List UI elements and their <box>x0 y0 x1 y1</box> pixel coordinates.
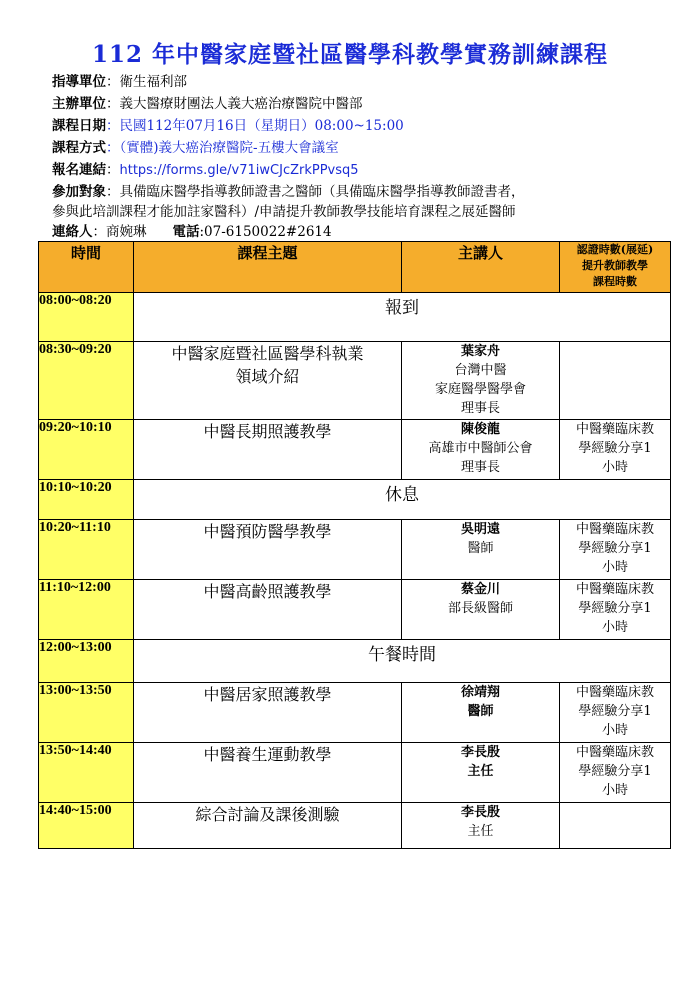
speaker-title: 家庭醫學醫學會 <box>434 382 526 397</box>
date-label: 課程日期 <box>52 118 106 134</box>
row-time: 13:50~14:40 <box>39 743 134 803</box>
row-speaker <box>402 683 560 743</box>
host-value: ：義大醫療財團法人義大癌治療醫院中醫部 <box>106 96 363 112</box>
info-guide <box>52 72 187 92</box>
topic-line: 中醫高齡照護教學 <box>203 582 332 601</box>
row-time: 10:10~10:20 <box>39 480 134 520</box>
row-time: 10:20~11:10 <box>39 520 134 580</box>
row-speaker <box>402 520 560 580</box>
speaker-title: 醫師 <box>467 541 494 556</box>
speaker-title: 理事長 <box>460 460 500 475</box>
row-speaker <box>402 580 560 640</box>
header-cert-line2: 提升教師教學 <box>582 259 648 272</box>
phone-label: 電話 <box>172 224 200 240</box>
reg-label: 報名連結 <box>52 162 106 178</box>
cert-line: 學經驗分享1 <box>578 601 652 616</box>
row-time: 13:00~13:50 <box>39 683 134 743</box>
info-mode <box>52 138 339 158</box>
topic-line: 中醫居家照護教學 <box>203 685 332 704</box>
guide-label: 指導單位 <box>52 74 106 90</box>
row-merged-event: 休息 <box>134 480 671 520</box>
table-row <box>39 803 671 849</box>
row-time: 09:20~10:10 <box>39 420 134 480</box>
row-time: 14:40~15:00 <box>39 803 134 849</box>
target-line2: 參與此培訓課程才能加註家醫科）/申請提升教師教學技能培育課程之展延醫師 <box>52 204 516 220</box>
row-cert <box>560 743 671 803</box>
row-time: 08:00~08:20 <box>39 293 134 342</box>
date-value: ：民國112年07月16日（星期日）08:00~15:00 <box>106 118 404 134</box>
speaker-name: 蔡金川 <box>460 582 500 597</box>
cert-line: 中醫藥臨床教 <box>575 522 654 537</box>
mode-label: 課程方式 <box>52 140 106 156</box>
topic-line: 綜合討論及課後測驗 <box>195 805 340 824</box>
topic-line: 中醫預防醫學教學 <box>203 522 332 541</box>
row-merged-event: 午餐時間 <box>134 640 671 683</box>
cert-line: 小時 <box>601 723 628 738</box>
mode-value: ：（實體)義大癌治療醫院-五樓大會議室 <box>106 140 339 156</box>
cert-line: 學經驗分享1 <box>578 441 652 456</box>
info-host <box>52 94 363 114</box>
cert-line: 中醫藥臨床教 <box>575 582 654 597</box>
row-topic <box>134 342 402 420</box>
table-row <box>39 342 671 420</box>
table-row <box>39 480 671 520</box>
header-cert-line1: 認證時數(展延) <box>576 243 654 256</box>
table-row <box>39 683 671 743</box>
table-row <box>39 743 671 803</box>
row-time: 11:10~12:00 <box>39 580 134 640</box>
row-topic <box>134 683 402 743</box>
row-topic <box>134 580 402 640</box>
cert-line: 小時 <box>601 620 628 635</box>
target-label: 參加對象 <box>52 184 106 200</box>
cert-line: 小時 <box>601 783 628 798</box>
header-topic: 課程主題 <box>134 242 402 293</box>
header-cert-line3: 課程時數 <box>593 275 637 288</box>
speaker-name: 吳明遠 <box>460 522 500 537</box>
speaker-title: 主任 <box>467 764 494 779</box>
contact-label: 連絡人 <box>52 224 93 240</box>
contact-value: ：商婉琳 <box>92 224 147 240</box>
info-registration <box>52 160 359 181</box>
guide-value: ：衛生福利部 <box>106 74 187 90</box>
speaker-name: 徐靖翔 <box>460 685 500 700</box>
topic-line: 中醫養生運動教學 <box>203 745 332 764</box>
speaker-title: 台灣中醫 <box>454 363 507 378</box>
header-cert <box>560 242 671 293</box>
speaker-name: 李長殷 <box>460 805 500 820</box>
table-header-row <box>39 242 671 293</box>
row-cert <box>560 803 671 849</box>
table-row <box>39 520 671 580</box>
host-label: 主辦單位 <box>52 96 106 112</box>
speaker-title: 高雄市中醫師公會 <box>428 441 533 456</box>
speaker-title: 主任 <box>467 824 494 839</box>
info-target <box>52 182 525 222</box>
target-line1: ：具備臨床醫學指導教師證書之醫師（具備臨床醫學指導教師證書者， <box>106 184 525 200</box>
topic-line: 中醫長期照護教學 <box>203 422 332 441</box>
speaker-title: 理事長 <box>460 401 500 416</box>
row-cert <box>560 580 671 640</box>
row-speaker <box>402 743 560 803</box>
phone-value: :07-6150022#2614 <box>199 224 332 240</box>
cert-line: 中醫藥臨床教 <box>575 685 654 700</box>
reg-colon: ： <box>106 162 120 178</box>
table-row <box>39 640 671 683</box>
row-speaker <box>402 342 560 420</box>
info-contact <box>52 222 332 242</box>
table-row <box>39 293 671 342</box>
row-merged-event: 報到 <box>134 293 671 342</box>
cert-line: 中醫藥臨床教 <box>575 745 654 760</box>
info-date <box>52 116 404 136</box>
table-row <box>39 580 671 640</box>
cert-line: 學經驗分享1 <box>578 764 652 779</box>
cert-line: 小時 <box>601 460 628 475</box>
row-cert <box>560 342 671 420</box>
header-time: 時間 <box>39 242 134 293</box>
page-title: 112 年中醫家庭暨社區醫學科教學實務訓練課程 <box>91 41 609 68</box>
table-row <box>39 420 671 480</box>
row-cert <box>560 420 671 480</box>
cert-line: 學經驗分享1 <box>578 704 652 719</box>
speaker-title: 醫師 <box>467 704 494 719</box>
row-topic <box>134 743 402 803</box>
speaker-name: 陳俊龍 <box>460 422 500 437</box>
registration-link[interactable]: https://forms.gle/v71iwCJcZrkPPvsq5 <box>119 163 359 178</box>
topic-line: 領域介紹 <box>235 367 300 386</box>
row-topic <box>134 520 402 580</box>
row-cert <box>560 520 671 580</box>
row-time: 12:00~13:00 <box>39 640 134 683</box>
cert-line: 小時 <box>601 560 628 575</box>
row-topic <box>134 803 402 849</box>
cert-line: 中醫藥臨床教 <box>575 422 654 437</box>
speaker-name: 李長殷 <box>460 745 500 760</box>
row-speaker <box>402 420 560 480</box>
speaker-title: 部長級醫師 <box>447 601 513 616</box>
header-speaker: 主講人 <box>402 242 560 293</box>
row-topic <box>134 420 402 480</box>
row-cert <box>560 683 671 743</box>
cert-line: 學經驗分享1 <box>578 541 652 556</box>
schedule-table <box>38 241 671 849</box>
speaker-name: 葉家舟 <box>460 344 500 359</box>
row-time: 08:30~09:20 <box>39 342 134 420</box>
row-speaker <box>402 803 560 849</box>
topic-line: 中醫家庭暨社區醫學科執業 <box>171 344 364 363</box>
